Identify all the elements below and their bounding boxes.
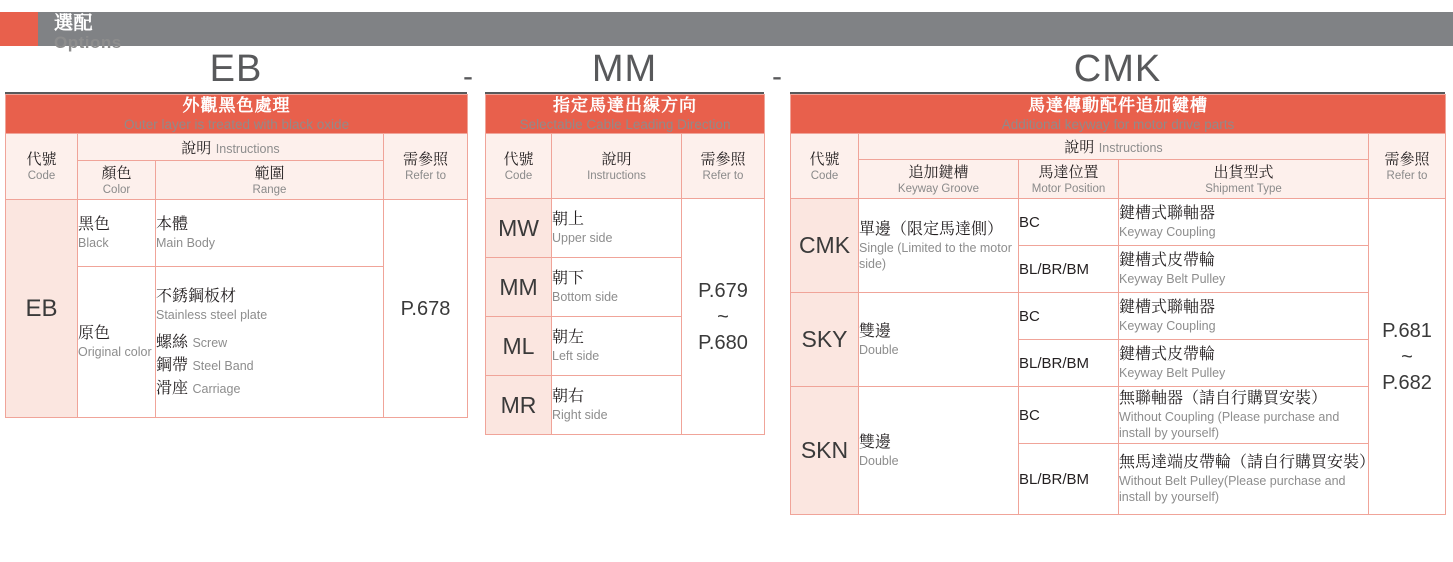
cell-color-black-en: Black: [78, 236, 109, 250]
cell-direction-right-zh: 朝右: [552, 388, 585, 405]
cell-refer-eb: P.678: [384, 200, 468, 418]
cell-direction-left: [552, 317, 682, 376]
col-header-refer-en: Refer to: [405, 170, 446, 182]
band-header-zh: 指定馬達出線方向: [553, 96, 697, 115]
cell-code-mr: MR: [486, 376, 552, 435]
cell-range-item-steelband-zh: 鋼帶: [156, 356, 189, 374]
cell-keyway-single-zh: 單邊（限定馬達側）: [859, 220, 1004, 238]
col-header-instructions-en: Instructions: [215, 141, 280, 156]
col-header-instructions: [552, 134, 682, 199]
cell-motorpos-cmk-bc: BC: [1019, 199, 1119, 246]
table-eb: [5, 94, 468, 418]
cell-shipment-skn-bc-en: Without Coupling (Please purchase and install by yourself): [1119, 410, 1340, 440]
table-row: [791, 293, 1446, 340]
band-header-eb: [6, 95, 468, 134]
cell-range-item-steelband: [156, 352, 383, 375]
cell-keyway-double-skn-en: Double: [859, 453, 899, 468]
table-row-subhead: [486, 134, 765, 199]
col-header-refer-zh: 需參照: [700, 150, 746, 168]
cell-color-black: [78, 200, 156, 267]
cell-range-item-screw: [156, 329, 383, 352]
cell-shipment-sky-blbrbm: [1119, 340, 1369, 387]
col-header-keyway-en: Keyway Groove: [897, 182, 980, 195]
col-header-code: [486, 134, 552, 199]
cell-range-stainless-en: Stainless steel plate: [156, 307, 268, 322]
col-header-instructions-en: Instructions: [1098, 141, 1163, 155]
cell-refer-mm-line3: P.680: [698, 331, 748, 354]
group-code-title-mm: [485, 46, 764, 94]
col-header-code-en: Code: [810, 169, 839, 182]
cell-refer-cmk-line3: P.682: [1382, 371, 1432, 394]
cell-keyway-single: [859, 199, 1019, 293]
cell-range-item-screw-zh: 螺絲: [156, 333, 189, 351]
col-header-keyway: [859, 160, 1019, 199]
cell-direction-bottom: [552, 258, 682, 317]
col-header-instructions: [859, 134, 1369, 160]
cell-refer-cmk-line1: P.681: [1382, 319, 1432, 342]
cell-direction-left-en: Left side: [552, 349, 600, 363]
col-header-code-zh: 代號: [503, 150, 534, 168]
col-header-refer: [682, 134, 765, 199]
cell-keyway-double-sky: [859, 293, 1019, 387]
cell-range-list: [156, 267, 384, 418]
col-header-refer-zh: 需參照: [403, 151, 449, 168]
group-code-title-eb-text: EB: [209, 48, 263, 90]
col-header-color-zh: 顏色: [101, 164, 132, 182]
col-header-motor-position: [1019, 160, 1119, 199]
table-row-subhead-2: [791, 160, 1446, 199]
cell-keyway-double-sky-zh: 雙邊: [859, 322, 892, 340]
col-header-refer-en: Refer to: [702, 169, 744, 182]
cell-code-eb: EB: [6, 200, 78, 418]
table-row-band: [486, 95, 765, 134]
cell-direction-right-en: Right side: [552, 408, 608, 422]
cell-shipment-cmk-blbrbm-en: Keyway Belt Pulley: [1119, 272, 1226, 286]
separator-dash-1: -: [463, 60, 473, 93]
cell-direction-left-zh: 朝左: [552, 329, 585, 346]
cell-color-original-zh: 原色: [78, 325, 111, 342]
col-header-color-en: Color: [102, 183, 131, 196]
cell-refer-cmk-line2: ~: [1401, 345, 1413, 368]
cell-code-sky: SKY: [791, 293, 859, 387]
col-header-instructions: [78, 134, 384, 161]
col-header-code-en: Code: [504, 169, 533, 182]
col-header-keyway-zh: 追加鍵槽: [908, 163, 969, 181]
col-header-code-en: Code: [27, 170, 56, 182]
cell-color-black-zh: 黑色: [78, 216, 111, 233]
cell-range-mainbody-en: Main Body: [156, 236, 216, 250]
cell-code-cmk: CMK: [791, 199, 859, 293]
cell-code-mw: MW: [486, 199, 552, 258]
cell-direction-upper-zh: 朝上: [552, 211, 585, 228]
cell-shipment-sky-blbrbm-zh: 鍵槽式皮帶輪: [1119, 346, 1216, 363]
band-header-mm: [486, 95, 765, 134]
page-title-zh: 選配: [54, 12, 94, 34]
band-header-en: Selectable Cable Leading Direction: [519, 117, 731, 132]
table-row-subhead-1: [6, 134, 468, 161]
col-header-shipment-en: Shipment Type: [1205, 182, 1282, 195]
col-header-instructions-zh: 說明: [1064, 139, 1095, 156]
cell-motorpos-skn-blbrbm: BL/BR/BM: [1019, 444, 1119, 515]
col-header-instructions-zh: 說明: [601, 150, 632, 168]
option-group-cmk: [790, 46, 1445, 515]
table-row-subhead-1: [791, 134, 1446, 160]
cell-shipment-sky-bc-en: Keyway Coupling: [1119, 319, 1216, 333]
cell-keyway-single-en: Single (Limited to the motor side): [859, 240, 1012, 271]
cell-refer-mm: [682, 199, 765, 435]
options-header-bar: [0, 12, 1453, 52]
table-row: [791, 199, 1446, 246]
table-row: [791, 387, 1446, 444]
option-group-eb: [5, 46, 467, 418]
cell-motorpos-cmk-blbrbm: BL/BR/BM: [1019, 246, 1119, 293]
cell-shipment-skn-bc: [1119, 387, 1369, 444]
cell-shipment-cmk-bc-en: Keyway Coupling: [1119, 225, 1216, 239]
cell-shipment-skn-bc-zh: 無聯軸器（請自行購買安裝）: [1119, 390, 1328, 407]
col-header-range-en: Range: [252, 183, 287, 196]
cell-code-mm: MM: [486, 258, 552, 317]
header-accent-block: [0, 12, 38, 46]
cell-motorpos-sky-bc: BC: [1019, 293, 1119, 340]
col-header-instructions-zh: 說明: [181, 139, 212, 157]
table-row-band: [6, 95, 468, 134]
cell-range-item-carriage-zh: 滑座: [156, 379, 189, 397]
col-header-code: [791, 134, 859, 199]
cell-direction-upper: [552, 199, 682, 258]
cell-shipment-skn-blbrbm-en: Without Belt Pulley(Please purchase and install by yourself): [1119, 474, 1346, 504]
cell-direction-bottom-zh: 朝下: [552, 270, 585, 287]
col-header-instructions-en: Instructions: [587, 169, 646, 182]
cell-motorpos-sky-blbrbm: BL/BR/BM: [1019, 340, 1119, 387]
band-header-cmk: [791, 95, 1446, 134]
cell-keyway-double-skn-zh: 雙邊: [859, 433, 892, 451]
separator-dash-2: -: [772, 60, 782, 93]
cell-range-item-carriage: [156, 375, 383, 398]
col-header-refer: [384, 134, 468, 200]
cell-direction-right: [552, 376, 682, 435]
cell-range-stainless-zh: 不銹鋼板材: [156, 287, 237, 305]
group-code-title-cmk-text: CMK: [1073, 48, 1162, 90]
table-mm: [485, 94, 765, 435]
col-header-range-zh: 範圍: [254, 164, 285, 182]
col-header-motor-position-zh: 馬達位置: [1038, 163, 1099, 181]
cell-motorpos-skn-bc: BC: [1019, 387, 1119, 444]
table-row: [6, 200, 468, 267]
table-cmk: [790, 94, 1446, 515]
group-code-title-eb: [5, 46, 467, 94]
cell-shipment-cmk-bc-zh: 鍵槽式聯軸器: [1119, 205, 1216, 222]
col-header-code-zh: 代號: [809, 150, 840, 168]
cell-code-ml: ML: [486, 317, 552, 376]
col-header-range: [156, 161, 384, 200]
cell-shipment-cmk-bc: [1119, 199, 1369, 246]
cell-shipment-skn-blbrbm: [1119, 444, 1376, 515]
col-header-color: [78, 161, 156, 200]
cell-shipment-sky-bc-zh: 鍵槽式聯軸器: [1119, 299, 1216, 316]
col-header-code: [6, 134, 78, 200]
cell-keyway-double-skn: [859, 387, 1019, 515]
col-header-motor-position-en: Motor Position: [1031, 182, 1106, 195]
cell-code-skn: SKN: [791, 387, 859, 515]
cell-direction-upper-en: Upper side: [552, 231, 613, 245]
band-header-zh: 外觀黑色處理: [182, 96, 291, 115]
cell-range-mainbody-zh: 本體: [156, 216, 189, 233]
cell-range-item-carriage-en: Carriage: [192, 381, 241, 396]
option-group-mm: [485, 46, 764, 435]
cell-refer-cmk: [1369, 199, 1446, 515]
cell-color-original: [78, 267, 156, 418]
cell-range-mainbody: [156, 200, 384, 267]
col-header-refer-en: Refer to: [1386, 169, 1428, 182]
cell-refer-mm-line2: ~: [717, 305, 729, 328]
col-header-shipment: [1119, 160, 1369, 199]
cell-shipment-cmk-blbrbm-zh: 鍵槽式皮帶輪: [1119, 252, 1216, 269]
col-header-code-zh: 代號: [26, 151, 57, 168]
cell-shipment-sky-blbrbm-en: Keyway Belt Pulley: [1119, 366, 1226, 380]
cell-shipment-skn-blbrbm-zh: 無馬達端皮帶輪（請自行購買安裝）: [1119, 454, 1376, 471]
band-header-en: Additional keyway for motor drive parts: [1001, 117, 1235, 132]
table-row-band: [791, 95, 1446, 134]
col-header-refer-zh: 需參照: [1384, 150, 1430, 168]
cell-shipment-cmk-blbrbm: [1119, 246, 1369, 293]
col-header-shipment-zh: 出貨型式: [1213, 163, 1274, 181]
page-title-en: Options: [54, 32, 122, 52]
cell-range-item-screw-en: Screw: [192, 335, 228, 350]
cell-shipment-sky-bc: [1119, 293, 1369, 340]
band-header-zh: 馬達傳動配件追加鍵槽: [1028, 96, 1208, 115]
group-code-title-mm-text: MM: [591, 48, 658, 90]
cell-color-original-en: Original color: [78, 345, 152, 359]
cell-range-item-steelband-en: Steel Band: [192, 358, 254, 373]
band-header-en: Outer layer is treated with black oxide: [123, 117, 350, 132]
cell-refer-mm-line1: P.679: [698, 279, 748, 302]
cell-direction-bottom-en: Bottom side: [552, 290, 619, 304]
col-header-refer: [1369, 134, 1446, 199]
options-content: [0, 46, 1453, 562]
group-code-title-cmk: [790, 46, 1445, 94]
page-title: [38, 8, 122, 51]
table-row: [486, 199, 765, 258]
cell-keyway-double-sky-en: Double: [859, 342, 899, 357]
